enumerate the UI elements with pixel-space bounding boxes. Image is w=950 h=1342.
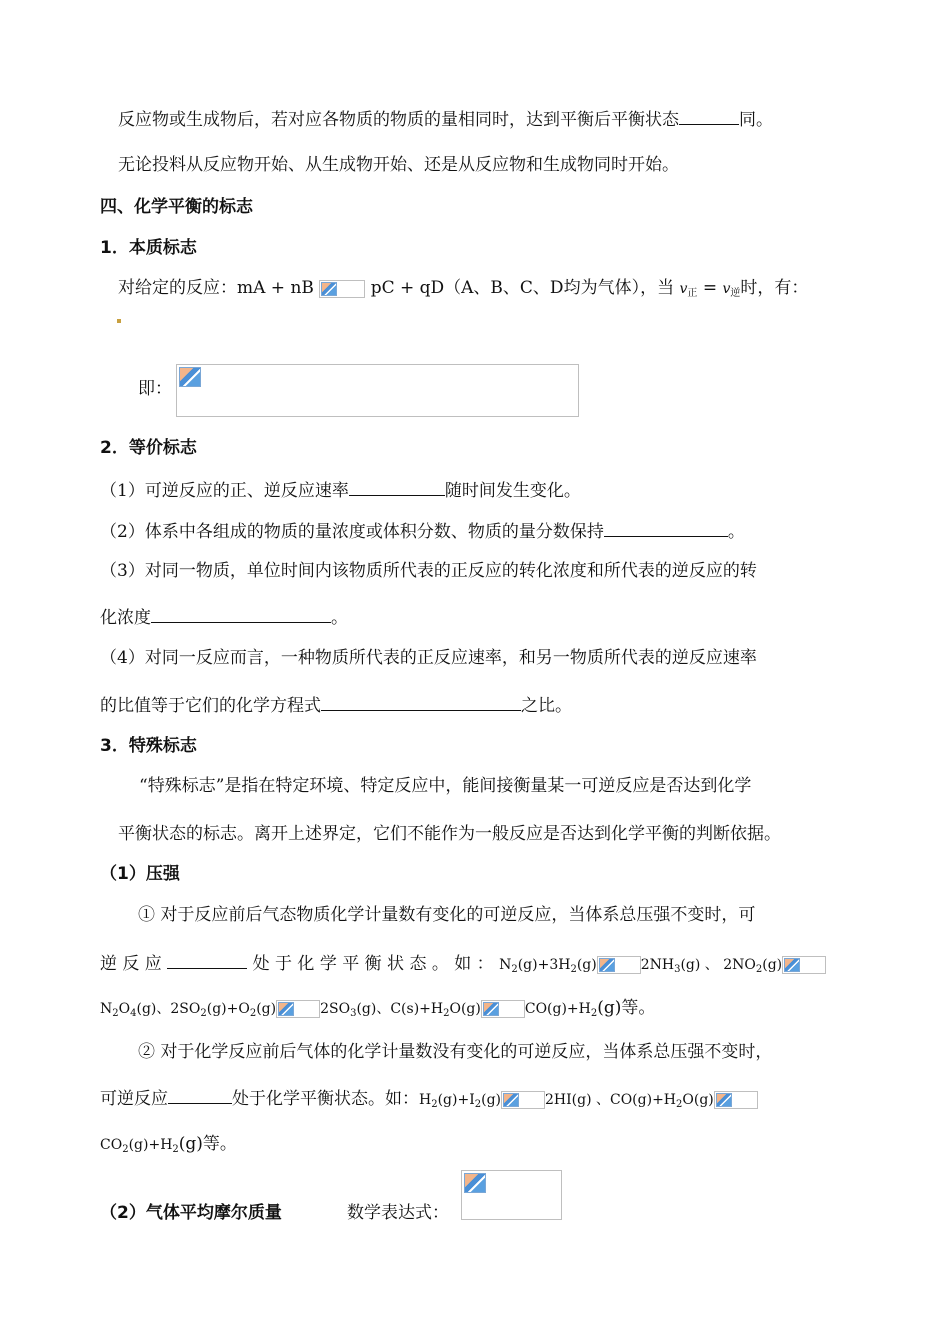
v-forward-symbol: v: [679, 281, 688, 297]
equilibrium-arrow-image: [501, 1091, 545, 1109]
v-reverse-symbol: v: [722, 281, 731, 297]
formula-part: N: [100, 1001, 113, 1017]
broken-image-icon: [784, 958, 800, 972]
formula-part: CO(g)+H: [524, 1001, 591, 1017]
formula-part: 2SO: [320, 1001, 351, 1017]
formula-subscript: 4: [130, 1008, 137, 1019]
formula-subscript: 2: [570, 964, 577, 975]
pressure-title: [100, 862, 180, 886]
item-4-line-2: [100, 692, 572, 718]
formula-part: O(g): [682, 1092, 714, 1108]
item-1-text: （1）可逆反应的正、逆反应速率: [100, 481, 349, 501]
blank-field: [679, 106, 739, 125]
reverse-subscript: 逆: [730, 288, 741, 299]
case-2-text-3: 处于化学平衡状态。如：: [232, 1089, 419, 1109]
sub-1-heading: 1．本质标志: [100, 238, 197, 258]
equals-sign: =: [702, 278, 718, 298]
sub-1-title: [100, 236, 197, 260]
reaction-3: [419, 1092, 501, 1108]
case-1-line-1: [138, 903, 755, 927]
formula-part: N: [499, 957, 512, 973]
math-expression-image: [461, 1170, 562, 1220]
sub-2-title: [100, 436, 197, 460]
stray-dot-mark: [117, 319, 121, 323]
case-2-line-2: [100, 1085, 758, 1117]
item-3-line-2: [100, 604, 348, 630]
case-2-text: ② 对于化学反应前后气体的化学计量数没有变化的可逆反应，当体系总压强不变时，: [138, 1042, 773, 1062]
formula-part: (g)+I: [437, 1092, 475, 1108]
case-1-text-2: 逆 反 应: [100, 954, 162, 974]
special-intro-text-1: “特殊标志”是指在特定环境、特定反应中，能间接衡量某一可逆反应是否达到化学: [139, 776, 752, 796]
formula-part: (g)、C(s)+H: [356, 1001, 444, 1017]
formula-part: (g)+H: [128, 1137, 173, 1153]
broken-image-icon: [278, 1002, 294, 1016]
paragraph-1: [118, 106, 773, 132]
formula-part: (g): [481, 1092, 502, 1108]
item-2-text: （2）体系中各组成的物质的量浓度或体积分数、物质的量分数保持: [100, 522, 604, 542]
formula-image-box: [176, 364, 579, 417]
molar-mass-title: [100, 1201, 282, 1225]
formula-part: O(g): [449, 1001, 481, 1017]
broken-image-icon: [716, 1093, 732, 1107]
blank-field: [167, 950, 247, 969]
blank-field: [151, 604, 331, 623]
item-1: [100, 477, 581, 503]
case-2-line-3: [100, 1132, 237, 1162]
formula-subscript: 2: [200, 1008, 207, 1019]
sub-3-heading: 3．特殊标志: [100, 736, 197, 756]
reaction-given-line: [118, 276, 808, 306]
formula-part: (g)等。: [178, 1134, 237, 1154]
section-4-title: [100, 195, 253, 219]
formula-subscript: 2: [590, 1008, 598, 1019]
formula-subscript: 2: [112, 1008, 119, 1019]
blank-field: [349, 477, 445, 496]
ji-text: 即：: [138, 379, 172, 399]
item-3-line-1: [100, 559, 757, 583]
item-2: [100, 518, 745, 544]
formula-part: 2HI(g) 、CO(g)+H: [545, 1092, 677, 1108]
blank-field: [168, 1085, 232, 1104]
formula-part: CO: [100, 1137, 123, 1153]
formula-subscript: 2: [474, 1099, 482, 1110]
reaction-1: [499, 957, 597, 973]
p2-text: 无论投料从反应物开始、从生成物开始、还是从反应物和生成物同时开始。: [118, 155, 679, 175]
equilibrium-arrow-image: [714, 1091, 758, 1109]
p1-text-end: 同。: [739, 110, 773, 130]
math-expression-label: [347, 1201, 449, 1225]
formula-subscript: 2: [443, 1008, 450, 1019]
item-1-text-end: 随时间发生变化。: [444, 481, 581, 501]
formula-subscript: 2: [249, 1008, 257, 1019]
formula-part: (g)等。: [597, 998, 656, 1018]
math-expression-text: 数学表达式：: [347, 1203, 449, 1223]
case-1-line-2: [100, 950, 826, 982]
given-reaction-text-end: 时，有：: [740, 278, 809, 298]
item-4-text-end: 之比。: [521, 696, 572, 716]
forward-subscript: 正: [687, 288, 698, 299]
ji-label: [138, 377, 172, 401]
blank-field: [321, 692, 521, 711]
formula-subscript: 2: [755, 964, 763, 975]
sub-3-title: [100, 734, 197, 758]
broken-image-icon: [503, 1093, 519, 1107]
formula-subscript: 2: [122, 1144, 129, 1155]
formula-subscript: 2: [511, 964, 518, 975]
item-3-text-2: 化浓度: [100, 608, 151, 628]
broken-image-icon: [321, 282, 337, 296]
paragraph-2: [118, 153, 679, 177]
special-intro-1: [139, 774, 751, 798]
formula-subscript: 3: [350, 1008, 357, 1019]
equilibrium-arrow-image: [597, 956, 641, 974]
formula-part: 2NH: [640, 957, 675, 973]
formula-subscript: 2: [172, 1144, 179, 1155]
case-1-line-3: [100, 996, 655, 1026]
pressure-heading: （1）压强: [100, 864, 180, 884]
equilibrium-arrow-image: [319, 280, 365, 298]
case-1-text-3: 处 于 化 学 平 衡 状 态 。 如 ：: [252, 954, 494, 974]
formula-subscript: 2: [431, 1099, 438, 1110]
formula-part: (g): [256, 1001, 277, 1017]
broken-image-icon: [179, 367, 201, 387]
formula-part: (g)+O: [206, 1001, 250, 1017]
formula-part: (g)+3H: [517, 957, 571, 973]
sub-2-heading: 2．等价标志: [100, 438, 197, 458]
special-intro-text-2: 平衡状态的标志。离开上述界定，它们不能作为一般反应是否达到化学平衡的判断依据。: [118, 824, 781, 844]
p1-text: 反应物或生成物后，若对应各物质的物质的量相同时，达到平衡后平衡状态: [118, 110, 679, 130]
case-2-text-2: 可逆反应: [100, 1089, 168, 1109]
broken-image-icon: [483, 1002, 499, 1016]
formula-part: O: [118, 1001, 131, 1017]
item-4-text-2: 的比值等于它们的化学方程式: [100, 696, 321, 716]
item-3-text-end: 。: [331, 608, 348, 628]
equilibrium-arrow-image: [481, 1000, 525, 1018]
item-3-text: （3）对同一物质，单位时间内该物质所代表的正反应的转化浓度和所代表的逆反应的转: [100, 561, 757, 581]
item-4-line-1: [100, 646, 757, 670]
case-2-line-1: [138, 1040, 772, 1064]
equilibrium-arrow-image: [276, 1000, 320, 1018]
item-4-text: （4）对同一反应而言，一种物质所代表的正反应速率，和另一物质所代表的逆反应速率: [100, 648, 757, 668]
section-4-heading: 四、化学平衡的标志: [100, 197, 253, 217]
formula-part: (g)、2SO: [136, 1001, 201, 1017]
formula-subscript: 3: [674, 964, 681, 975]
formula-part: (g): [762, 957, 783, 973]
given-reaction-text: 对给定的反应：mA + nB: [118, 278, 314, 298]
formula-part: (g): [576, 957, 597, 973]
blank-field: [604, 518, 728, 537]
formula-subscript: 2: [676, 1099, 683, 1110]
special-intro-2: [118, 822, 781, 846]
given-reaction-text-2: pC + qD（A、B、C、D均为气体），当: [370, 278, 675, 298]
broken-image-icon: [464, 1173, 486, 1193]
reaction-3-product: [545, 1092, 714, 1108]
item-2-text-end: 。: [727, 522, 745, 542]
formula-part: H: [419, 1092, 432, 1108]
formula-part: (g) 、 2NO: [680, 957, 756, 973]
reaction-1-product: [641, 957, 782, 973]
broken-image-icon: [599, 958, 615, 972]
case-1-text: ① 对于反应前后气态物质化学计量数有变化的可逆反应，当体系总压强不变时，可: [138, 905, 756, 925]
equilibrium-arrow-image: [782, 956, 826, 974]
molar-mass-heading: （2）气体平均摩尔质量: [100, 1203, 282, 1223]
